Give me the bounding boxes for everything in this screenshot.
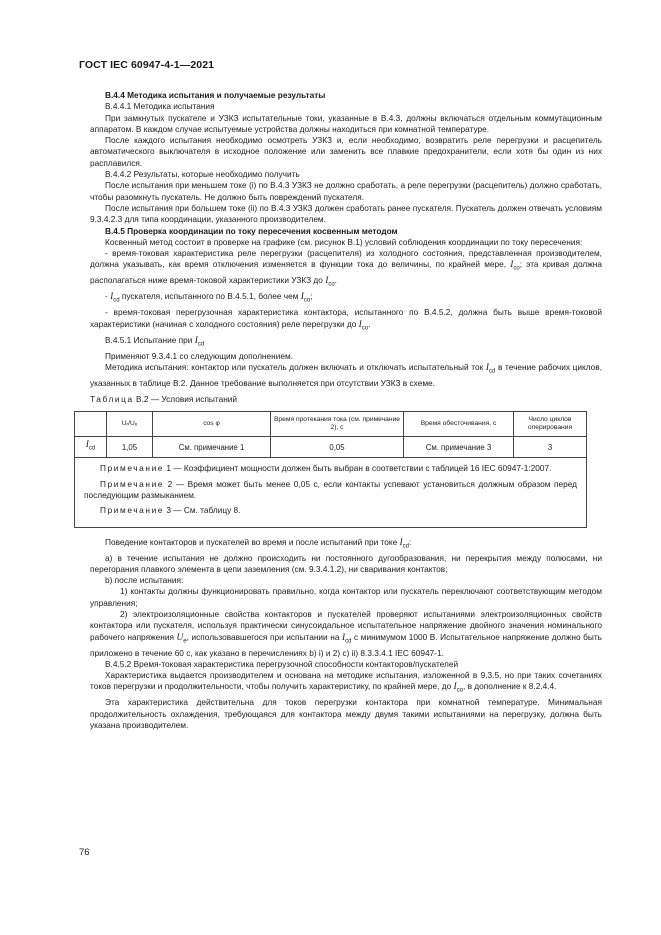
table-header-cell: Число циклов оперирования (514, 412, 587, 437)
table-cell: $I_{cd}$ (75, 437, 107, 458)
conditions-table (74, 411, 587, 527)
section-b451-heading: B.4.5.1 Испытание при $I_{cd}$ (105, 334, 205, 348)
section-b442-heading: B.4.4.2 Результаты, которые необходимо получить (105, 169, 300, 180)
paragraph: При замкнутых пускателе и УЗКЗ испытательные токи, указанные в B.4.3, должны включаться отдельным коммутационным аппаратом. В каждом случае испытуемые устройства должны находиться при комнатной температуре. (90, 112, 602, 134)
paragraph: Характеристика выдается производителем и основана на методике испытания, изложенной в 9.3.5, но при таких сочетаниях токов перегрузки и продолжительности, чтобы получить характеристику, по крайней мере, до $I_{co}$, в дополнение к 8.2.4.4. (90, 670, 602, 695)
section-b45-heading: B.4.5 Проверка координации по току пересечения косвенным методом (105, 225, 398, 236)
paragraph: Эта характеристика действительна для токов перегрузки контактора при комнатной температуре. Минимальная продолжительность охлаждения, требующаяся для контактора между двумя такими испытаниями на перегрузку, должна быть указана производителем. (90, 697, 602, 730)
table-notes (75, 458, 587, 527)
paragraph: После каждого испытания необходимо осмотреть УЗКЗ и, если необходимо, возвратить реле перегрузки и расцепитель автоматического выключателя в исходное положение или заменить все плавкие предохранители, если хотя бы один из них расплавился. (90, 135, 602, 168)
body-text (84, 90, 603, 731)
paragraph: b) после испытания: (105, 575, 184, 586)
section-b44-heading: B.4.4 Методика испытания и получаемые результаты (105, 90, 326, 100)
paragraph: 1) контакты должны функционировать правильно, когда контактор или пускатель переключают соответствующим методом управления; (90, 586, 602, 608)
table-note: Примечание 3 — См. таблицу 8. (100, 505, 241, 516)
table-header-cell: Uᵣ/Uₑ (107, 412, 153, 437)
paragraph: Поведение контакторов и пускателей во время и после испытаний при токе $I_{cd}$: (105, 536, 412, 550)
standard-header: ГОСТ IEC 60947-4-1—2021 (79, 59, 215, 71)
table-cell: 0,05 (271, 437, 404, 458)
paragraph: Применяют 9.3.4.1 со следующим дополнением. (105, 350, 293, 361)
paragraph: Методика испытания: контактор или пускатель должен включать и отключать испытательный ток $I_{cd}$ в течение рабочих циклов, указанных в таблице B.2. Данное требование выполняется при отсутствии УЗКЗ в схеме. (90, 361, 603, 388)
table-cell: См. примечание 3 (404, 437, 514, 458)
paragraph: a) в течение испытания не должно происходить ни постоянного дугообразования, ни перекрытия между полюсами, ни перегорания плавкого элемента в цепи заземления (см. 9.3.4.1.2), ни сваривания контактов; (90, 552, 602, 574)
table-header-cell: Время обесточивания, с (404, 412, 514, 437)
paragraph: - время-токовая характеристика реле перегрузки (расцепителя) из холодного состояния, представленная производителем, должна указывать, как время отключения изменяется в функции тока до величины, по крайней мере, $I_{co}$; эта кривая должна располагаться ниже время-токовой характеристики УЗКЗ до $I_{co}$. (90, 248, 602, 289)
table-header-cell: cos φ (153, 412, 271, 437)
table-cell: 1,05 (107, 437, 153, 458)
table-cell: См. примечание 1 (153, 437, 271, 458)
paragraph: - $I_{cd}$ пускателя, испытанного по B.4.5.1, более чем $I_{co}$; (105, 291, 313, 305)
table-header-cell (75, 412, 107, 437)
page-number: 76 (79, 847, 90, 858)
section-b452-heading: B.4.5.2 Время-токовая характеристика перегрузочной способности контакторов/пускателей (105, 658, 459, 669)
table-header-cell: Время протекания тока (см. примечание 2), с (271, 412, 404, 437)
table-note: Примечание 2 — Время может быть менее 0,05 с, если контакты успевают установиться должным образом перед последующим размыканием. (84, 478, 577, 500)
paragraph: После испытания при меньшем токе (i) по B.4.3 УЗКЗ не должно сработать, а реле перегрузки (расцепитель) должно сработать, чтобы разомкнуть пускатель. Не должно быть повреждений пускателя. (90, 180, 602, 202)
table-note: Примечание 1 — Коэффициент мощности должен быть выбран в соответствии с таблицей 16 IEC 60947-1:2007. (100, 463, 552, 474)
paragraph: Косвенный метод состоит в проверке на графике (см. рисунок B.1) условий соблюдения координации по току пересечения: (105, 236, 583, 247)
table-caption: Таблица B.2 — Условия испытаний (90, 394, 238, 405)
section-b441-heading: B.4.4.1 Методика испытания (105, 101, 215, 112)
table-row (75, 437, 587, 458)
table-cell: 3 (514, 437, 587, 458)
paragraph: После испытания при большем токе (ii) по B.4.3 УЗКЗ должен сработать ранее пускателя. Пускатель должен отвечать условиям 9.3.4.2.3 для типа координации, указанного производителем. (90, 202, 602, 225)
paragraph: 2) электроизоляционные свойства контакторов и пускателей проверяют испытаниями электроизоляционных свойств контактора или пускателя, используя практически синусоидальное испытательное напряжение двойного значения номинального рабочего напряжения $U_e$, использовавшегося при испытании на $I_{cd}$ с минимумом 1000 В. Испытательное напряжение должно быть приложено в течение 60 с, как указано в перечислениях b) i) и 2) c) ii) 8.3.3.4.1 IEC 60947-1. (90, 608, 602, 658)
paragraph: - время-токовая перегрузочная характеристика контактора, испытанного по B.4.5.2, должна быть выше время-токовой характеристики (начиная с холодного состояния) реле перегрузки до $I_{co}$. (90, 307, 602, 332)
table-header-row (75, 412, 587, 437)
table-notes-row (75, 458, 587, 527)
